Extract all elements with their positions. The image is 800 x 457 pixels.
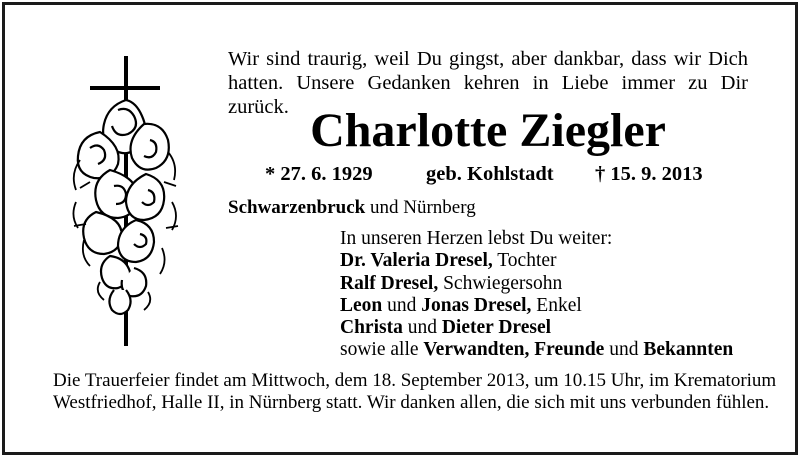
deceased-name: Charlotte Ziegler	[310, 104, 666, 157]
mourner-name: Christa	[340, 317, 403, 339]
ceremony-info	[53, 370, 777, 414]
mourner-line	[340, 250, 733, 272]
place-rest: und Nürnberg	[365, 197, 476, 218]
mourners-list	[340, 228, 733, 362]
ceremony-line: Die Trauerfeier findet am Mittwoch, dem 18. September 2013, um 10.15 Uhr, im Krematorium	[53, 370, 777, 391]
mourner-name: Jonas Dresel,	[421, 294, 532, 316]
mourners-intro: In unseren Herzen lebst Du weiter:	[340, 228, 613, 249]
mourner-relation: Tochter	[492, 250, 557, 272]
mourner-line	[340, 339, 733, 361]
mourner-name: Dr. Valeria Dresel,	[340, 250, 493, 272]
mourner-group: Verwandten, Freunde	[423, 339, 605, 361]
ceremony-line: Westfriedhof, Halle II, in Nürnberg statt. Wir danken allen, die sich mit uns verbunden fühlen.	[53, 392, 770, 413]
connector-text: und	[604, 339, 644, 361]
connector-text: und	[402, 317, 442, 339]
mourner-name: Leon	[340, 294, 383, 316]
maiden-name: geb. Kohlstadt	[426, 163, 554, 185]
connector-text: und	[382, 294, 422, 316]
connector-text: sowie alle	[340, 339, 424, 361]
mourner-line	[340, 295, 733, 317]
mourner-group: Bekannten	[643, 339, 734, 361]
place-primary: Schwarzenbruck	[228, 197, 366, 218]
mourner-name: Dieter Dresel	[441, 317, 552, 339]
death-date: † 15. 9. 2013	[595, 163, 703, 185]
quote-text: Wir sind traurig, weil Du gingst, aber dankbar, dass wir Dich hatten. Unsere Gedanken kehren in Liebe immer zu Dir zurück.	[228, 48, 748, 118]
mourner-line	[340, 273, 733, 295]
mourner-relation: Schwiegersohn	[438, 272, 563, 294]
cross-with-roses-icon	[60, 52, 188, 352]
mourner-line	[340, 317, 733, 339]
birth-date: * 27. 6. 1929	[265, 163, 373, 185]
mourner-relation: Enkel	[531, 294, 582, 316]
places-line	[228, 196, 476, 220]
mourner-name: Ralf Dresel,	[340, 272, 439, 294]
